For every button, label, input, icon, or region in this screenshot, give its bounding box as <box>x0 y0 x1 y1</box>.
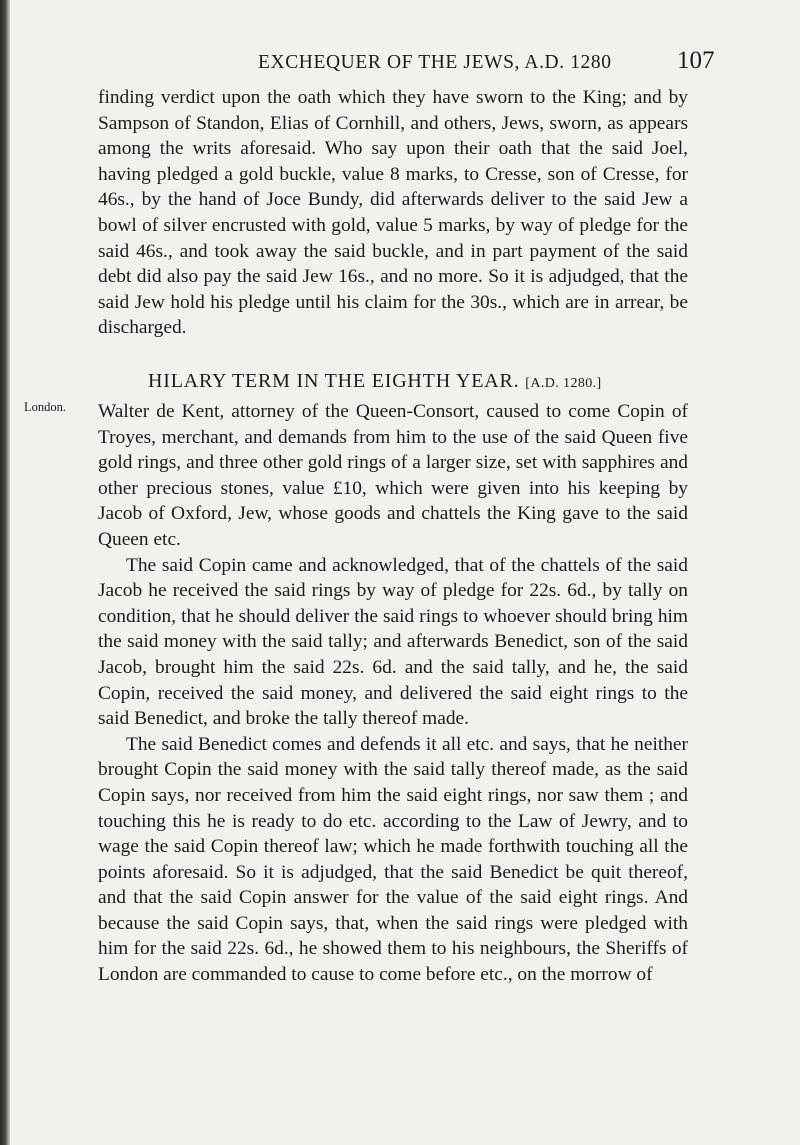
section-paragraph-3: The said Benedict comes and defends it all etc. and says, that he neither brought Copin the said money with the said tally thereof made, as the said Copin says, nor received from him the said eight rings, nor saw them ; and touching this he is ready to do etc. according to the Law of Jewry, and to wage the said Copin thereof law; which he made forthwith touching all the points aforesaid. So it is adjudged, that the said Benedict be quit thereof, and that the said Copin answer for the value of the said eight rings. And because the said Copin says, that, when the said rings were pledged with him for the said 22s. 6d., he showed them to his neighbours, the Sheriffs of London are commanded to cause to come before etc., on the morrow of <box>98 733 688 986</box>
section-paragraph-2: The said Copin came and acknowledged, that of the chattels of the said Jacob he received the said rings by way of pledge for 22s. 6d., by tally on condition, that he should deliver the said rings to whoever should bring him the said money with the said tally; and afterwards Benedict, son of the said Jacob, brought him the said 22s. 6d. and the said tally, and he, the said Copin, received the said money, and delivered the said eight rings to the said Benedict, and broke the tally thereof made. <box>98 554 688 730</box>
page-number: 107 <box>677 47 715 74</box>
book-binding-edge <box>0 0 10 1145</box>
intro-paragraph: finding verdict upon the oath which they have sworn to the King; and by Sampson of Standon, Elias of Cornhill, and others, Jews, sworn, as appears among the writs aforesaid. Who say upon their oath that the said Joel, having pledged a gold buckle, value 8 marks, to Cresse, son of Cresse, for 46s., by the hand of Joce Bundy, did afterwards deliver to the said Jew a bowl of silver encrusted with gold, value 5 marks, by way of pledge for the said 46s., and took away the said buckle, and in part payment of the said debt did also pay the said Jew 16s., and no more. So it is adjudged, that the said Jew hold his pledge until his claim for the 30s., which are in arrear, be discharged. <box>98 87 688 339</box>
section-paragraph-1: Walter de Kent, attorney of the Queen-Consort, caused to come Copin of Troyes, merchant, and demands from him to the use of the said Queen five gold rings, and three other gold rings of a larger size, set with sapphires and other precious stones, value £10, which were given into his keeping by Jacob of Oxford, Jew, whose goods and chattels the King gave to the said Queen etc. <box>98 401 688 550</box>
running-head: EXCHEQUER OF THE JEWS, A.D. 1280 <box>258 52 612 73</box>
section-heading <box>148 370 602 393</box>
margin-note-place: London. <box>24 400 67 414</box>
section-body <box>98 399 688 988</box>
section-heading-title: HILARY TERM IN THE EIGHTH YEAR. <box>148 370 520 392</box>
section-date-note: [A.D. 1280.] <box>525 376 602 391</box>
intro-paragraph-block <box>98 85 688 341</box>
